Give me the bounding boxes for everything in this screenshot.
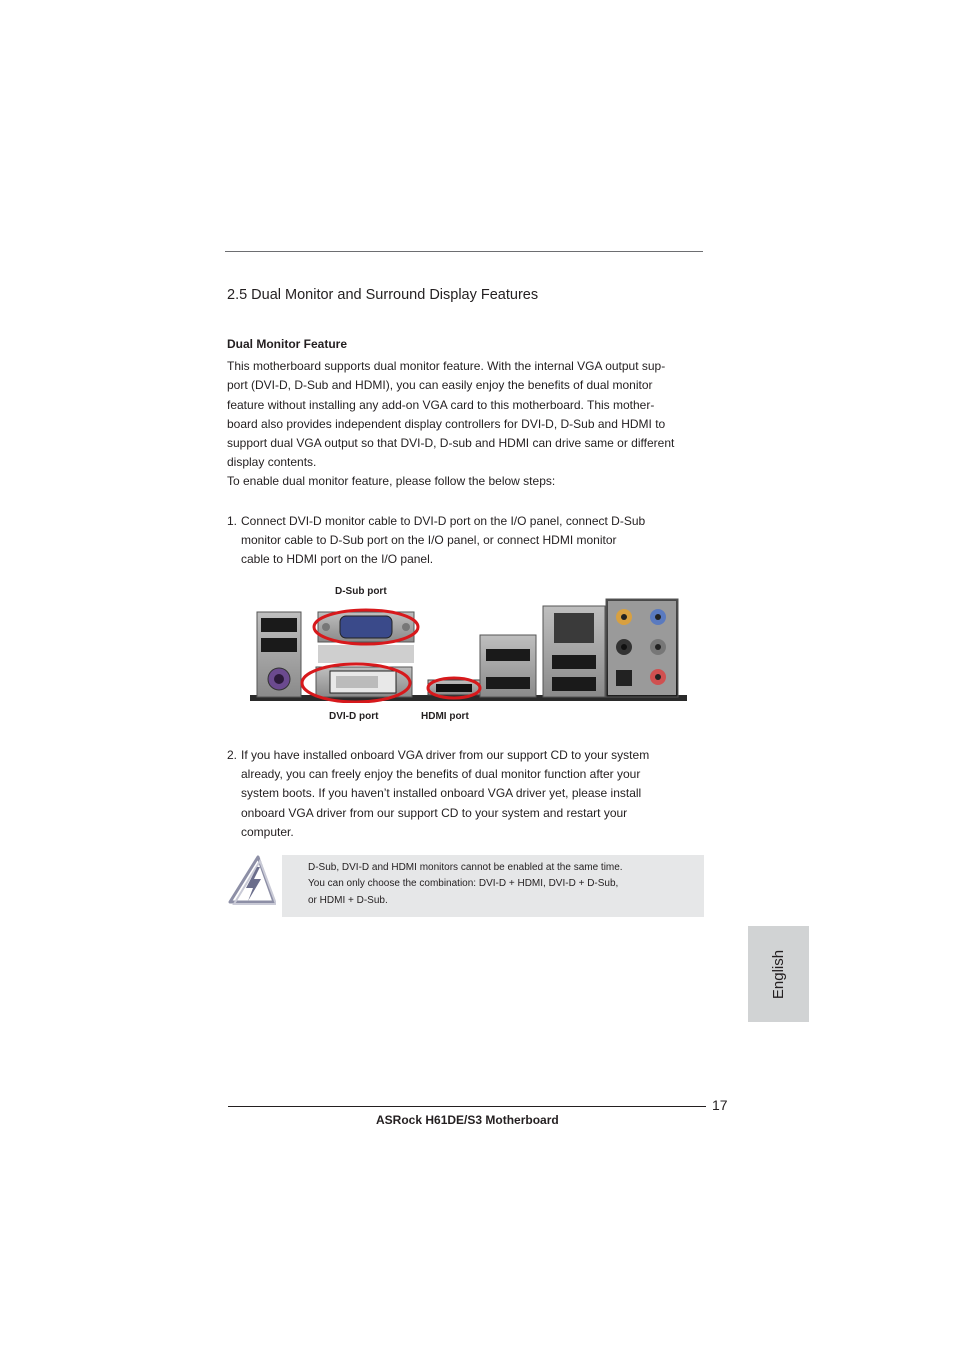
note-line: or HDMI + D-Sub. — [308, 895, 388, 906]
paragraph-line: port (DVI-D, D-Sub and HDMI), you can easily enjoy the benefits of dual monitor — [227, 378, 653, 392]
paragraph-line: To enable dual monitor feature, please follow the below steps: — [227, 474, 556, 488]
note-line: You can only choose the combination: DVI-D + HDMI, DVI-D + D-Sub, — [308, 878, 619, 889]
paragraph-line: board also provides independent display controllers for DVI-D, D-Sub and HDMI to — [227, 417, 666, 431]
paragraph-line: This motherboard supports dual monitor feature. With the internal VGA output sup- — [227, 359, 666, 373]
footer-product: ASRock H61DE/S3 Motherboard — [376, 1113, 559, 1127]
section-title: 2.5 Dual Monitor and Surround Display Features — [227, 287, 539, 303]
dvid-port-label: DVI-D port — [329, 711, 379, 722]
step-number: 1. — [227, 514, 238, 528]
step-line: computer. — [241, 825, 294, 839]
step-line: If you have installed onboard VGA driver from our support CD to your system — [241, 748, 650, 762]
step-line: cable to HDMI port on the I/O panel. — [241, 552, 434, 566]
note-line: D-Sub, DVI-D and HDMI monitors cannot be enabled at the same time. — [308, 862, 623, 873]
step-line: system boots. If you haven’t installed onboard VGA driver yet, please install — [241, 786, 642, 800]
step-line: Connect DVI-D monitor cable to DVI-D port on the I/O panel, connect D-Sub — [241, 514, 646, 528]
paragraph-line: support dual VGA output so that DVI-D, D-sub and HDMI can drive same or different — [227, 436, 675, 450]
footer-rule — [228, 1106, 706, 1107]
paragraph-line: display contents. — [227, 455, 317, 469]
step-line: already, you can freely enjoy the benefits of dual monitor function after your — [241, 767, 641, 781]
language-tab-label-wrap — [748, 926, 809, 1022]
subsection-heading: Dual Monitor Feature — [227, 337, 348, 351]
step-number: 2. — [227, 748, 238, 762]
header-rule — [225, 251, 703, 252]
step-line: onboard VGA driver from our support CD to your system and restart your — [241, 806, 628, 820]
step-line: monitor cable to D-Sub port on the I/O panel, or connect HDMI monitor — [241, 533, 617, 547]
warning-icon — [224, 855, 276, 907]
language-tab-label: English — [769, 949, 787, 999]
dsub-port-label: D-Sub port — [335, 586, 387, 597]
page-number: 17 — [712, 1097, 728, 1113]
io-panel-photo — [250, 597, 687, 703]
hdmi-port-label: HDMI port — [421, 711, 469, 722]
paragraph-line: feature without installing any add-on VGA card to this motherboard. This mother- — [227, 398, 655, 412]
